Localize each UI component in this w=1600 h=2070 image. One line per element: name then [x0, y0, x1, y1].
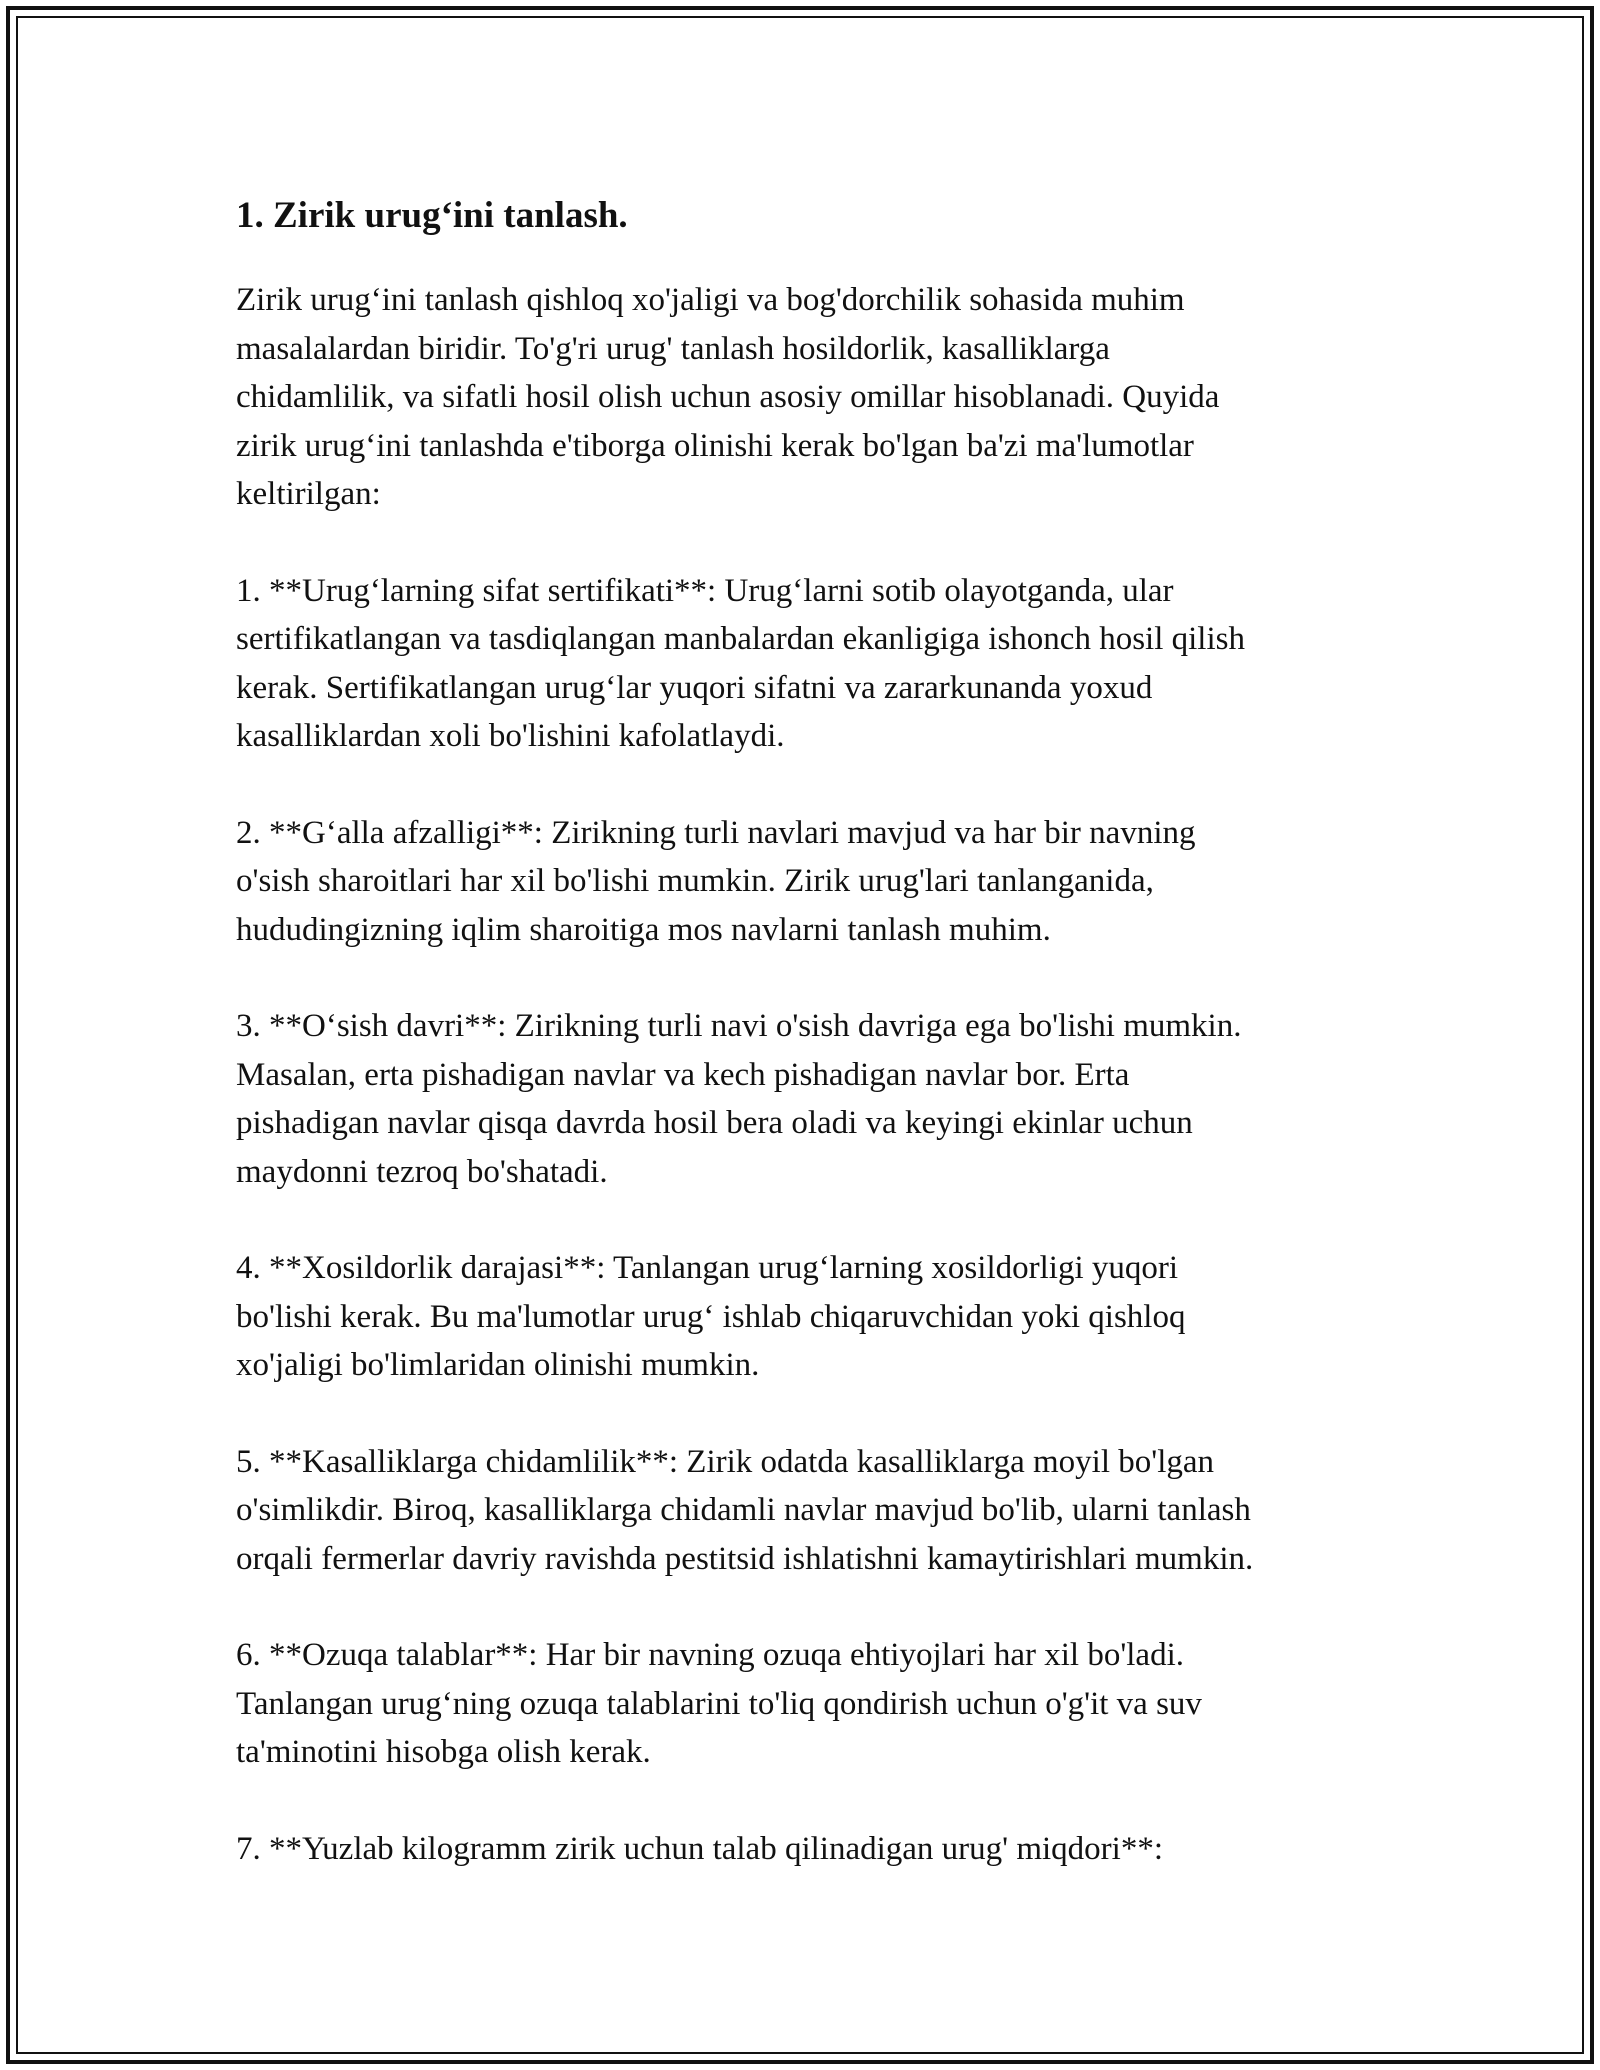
intro-paragraph: Zirik urug‘ini tanlash qishloq xo'jaligi va bog'dorchilik sohasida muhim masalalardan biridir. To'g'ri urug' tanlash hosildorlik, kasalliklarga chidamlilik, va sifatli hosil olish uchun asosiy omillar hisoblanadi. Quyida zirik urug‘ini tanlashda e'tiborga olinishi kerak bo'lgan ba'zi ma'lumotlar keltirilgan: — [236, 282, 1220, 512]
list-item-nutrient-requirements: 6. **Ozuqa talablar**: Har bir navning ozuqa ehtiyojlari har xil bo'ladi. Tanlangan urug‘ning ozuqa talablarini to'liq qondirish uchun o'g'it va suv ta'minotini hisobga olish kerak. — [236, 1637, 1202, 1770]
list-item-variety-advantage: 2. **G‘alla afzalligi**: Zirikning turli navlari mavjud va har bir navning o'sish sharoitlari har xil bo'lishi mumkin. Zirik urug'lari tanlanganida, hududingizning iqlim sharoitiga mos navlarni tanlash muhim. — [236, 814, 1196, 948]
document-title: 1. Zirik urug‘ini tanlash. — [236, 195, 628, 236]
list-item-yield-level: 4. **Xosildorlik darajasi**: Tanlangan urug‘larning xosildorligi yuqori bo'lishi kerak. Bu ma'lumotlar urug‘ ishlab chiqaruvchidan yoki qishloq xo'jaligi bo'limlaridan olinishi mumkin. — [236, 1250, 1186, 1383]
list-item-growth-period: 3. **O‘sish davri**: Zirikning turli navi o'sish davriga ega bo'lishi mumkin. Masalan, erta pishadigan navlar va kech pishadigan navlar bor. Erta pishadigan navlar qisqa davrda hosil bera oladi va keyingi ekinlar uchun maydonni tezroq bo'shatadi. — [236, 1008, 1242, 1190]
list-item-seed-certificate: 1. **Urug‘larning sifat sertifikati**: Urug‘larni sotib olayotganda, ular sertifikatlangan va tasdiqlangan manbalardan ekanligiga ishonch hosil qilish kerak. Sertifikatlangan urug‘lar yuqori sifatni va zararkunanda yoxud kasalliklardan xoli bo'lishini kafolatlaydi. — [236, 572, 1245, 754]
list-item-disease-resistance: 5. **Kasalliklarga chidamlilik**: Zirik odatda kasalliklarga moyil bo'lgan o'simlikdir. Biroq, kasalliklarga chidamli navlar mavjud bo'lib, ularni tanlash orqali fermerlar davriy ravishda pestitsid ishlatishni kamaytirishlari mumkin. — [236, 1443, 1254, 1577]
list-item-seed-quantity: 7. **Yuzlab kilogramm zirik uchun talab qilinadigan urug' miqdori**: — [236, 1830, 1164, 1867]
document-body — [236, 190, 1396, 1921]
